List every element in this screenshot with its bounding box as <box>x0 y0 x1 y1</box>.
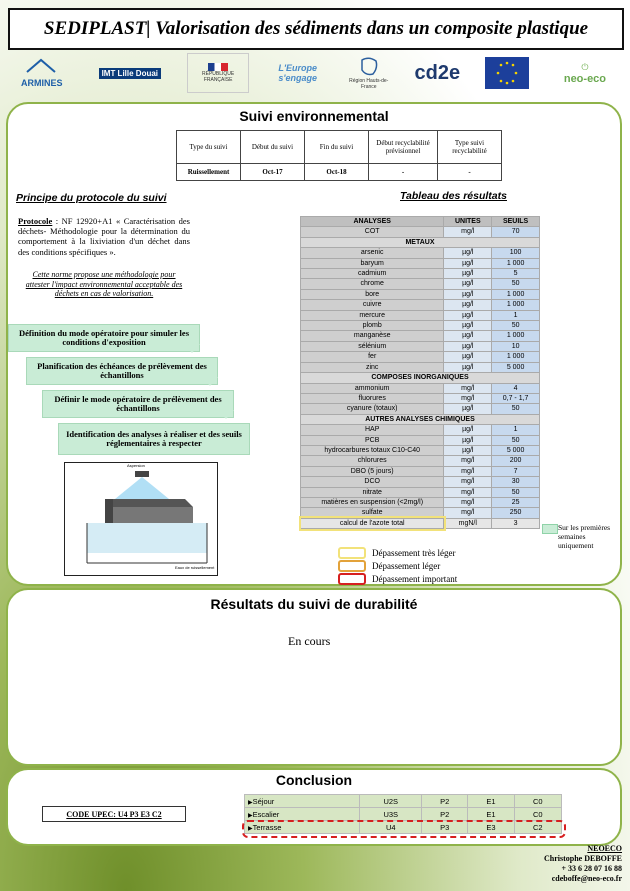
resultats-row <box>301 383 540 393</box>
terrasse-highlight <box>242 820 566 838</box>
analyse-name: fer <box>301 352 444 362</box>
protocole-text <box>18 216 190 257</box>
room-label: Terrasse <box>252 822 282 832</box>
resultats-row <box>301 279 540 289</box>
resultats-row <box>301 352 540 362</box>
analyse-unit: µg/l <box>444 258 492 268</box>
room-label: Escalier <box>252 809 280 819</box>
analyse-unit: µg/l <box>444 279 492 289</box>
upec-cell: C0 <box>514 808 561 821</box>
analyse-name: cuivre <box>301 300 444 310</box>
analyse-seuil: 5 000 <box>492 362 540 372</box>
analyse-name: arsenic <box>301 248 444 258</box>
legend-swatch <box>338 547 366 559</box>
poster-title: SEDIPLAST| Valorisation des sédiments dans un composite plastique <box>8 8 624 50</box>
resultats-table <box>300 216 540 529</box>
resultats-title: Tableau des résultats <box>400 190 507 202</box>
analyse-name: mercure <box>301 310 444 320</box>
play-arrow-icon: ▶ <box>248 799 253 806</box>
upec-cell: U3S <box>360 808 422 821</box>
suivi-cell: Oct-18 <box>305 164 369 181</box>
analyse-seuil: 1 000 <box>492 300 540 310</box>
legend-item <box>338 546 457 559</box>
resultats-row <box>301 289 540 299</box>
resultats-header-row <box>301 217 540 227</box>
protocole-label: Protocole <box>18 216 53 226</box>
analyse-seuil: 1 <box>492 425 540 435</box>
analyse-seuil: 50 <box>492 279 540 289</box>
analyse-seuil: 50 <box>492 487 540 497</box>
resultats-row <box>301 321 540 331</box>
durabilite-title: Résultats du suivi de durabilité <box>210 596 418 612</box>
step-3: Définir le mode opératoire de prélèvement des échantillons <box>42 390 234 418</box>
analyse-unit: mgN/l <box>444 518 492 528</box>
analyse-seuil: 1 <box>492 310 540 320</box>
analyse-name: cyanure (totaux) <box>301 404 444 414</box>
step-arrow-icon <box>184 344 200 353</box>
contact-name: Christophe DEBOFFE <box>543 854 622 863</box>
analyse-name: sulfate <box>301 508 444 518</box>
step-1: Définition du mode opératoire pour simuler les conditions d'exposition <box>8 324 200 352</box>
analyse-unit: µg/l <box>444 300 492 310</box>
analyse-name: ammonium <box>301 383 444 393</box>
analyse-unit: mg/l <box>444 466 492 476</box>
analyse-unit: µg/l <box>444 435 492 445</box>
analyse-seuil: 50 <box>492 404 540 414</box>
analyse-name: plomb <box>301 321 444 331</box>
step-2: Planification des échéances de prélèvement des échantillons <box>26 357 218 385</box>
analyse-unit: mg/l <box>444 508 492 518</box>
analyse-name: chrome <box>301 279 444 289</box>
cd2e-logo: cd2e <box>414 61 461 84</box>
upec-cell: U2S <box>360 795 422 808</box>
svg-text:ARMINES: ARMINES <box>21 78 63 88</box>
resultats-section-label: COMPOSES INORGANIQUES <box>301 373 540 383</box>
analyse-name: bore <box>301 289 444 299</box>
upec-cell: U4 <box>360 821 422 834</box>
analyse-name: DBO (5 jours) <box>301 466 444 476</box>
contact-org: NEOECO <box>587 844 622 853</box>
legend-swatch <box>338 560 366 572</box>
analyse-unit: mg/l <box>444 227 492 237</box>
analyse-seuil: 5 <box>492 269 540 279</box>
suivi-table <box>176 130 502 181</box>
diagram-label-bottom: Eaux de ruissellement <box>175 565 215 570</box>
analyse-name: baryum <box>301 258 444 268</box>
play-arrow-icon: ▶ <box>248 825 253 832</box>
analyse-seuil: 250 <box>492 508 540 518</box>
suivi-header: Début du suivi <box>241 131 305 164</box>
neo-eco-logo: ⏻ neo-eco <box>563 61 607 85</box>
resultats-row <box>301 269 540 279</box>
analyse-name: HAP <box>301 425 444 435</box>
resultats-row <box>301 497 540 507</box>
upec-cell: C0 <box>514 795 561 808</box>
analyse-name: PCB <box>301 435 444 445</box>
analyse-seuil: 100 <box>492 248 540 258</box>
upec-cell: E1 <box>468 808 514 821</box>
legend <box>338 546 457 585</box>
legend-swatch <box>338 573 366 585</box>
analyse-seuil: 3 <box>492 518 540 528</box>
upec-cell: P2 <box>422 795 468 808</box>
analyse-seuil: 1 000 <box>492 289 540 299</box>
contact-phone: + 33 6 28 07 16 88 <box>561 864 622 873</box>
imt-logo: IMT Lille Douai <box>99 54 169 92</box>
analyse-seuil: 1 000 <box>492 352 540 362</box>
europe-logo: L'Europe s'engage <box>278 63 318 83</box>
resultats-section-label: AUTRES ANALYSES CHIMIQUES <box>301 414 540 424</box>
upec-cell: P2 <box>422 808 468 821</box>
resultats-row <box>301 518 540 528</box>
analyse-unit: µg/l <box>444 425 492 435</box>
durabilite-status: En cours <box>288 634 331 648</box>
analyse-seuil: 50 <box>492 321 540 331</box>
conclusion-row <box>245 795 562 808</box>
suivi-header: Type suivi recyclabilité <box>438 131 502 164</box>
side-note: Sur les premières semaines uniquement <box>558 523 611 550</box>
resultats-row <box>301 466 540 476</box>
analyse-seuil: 200 <box>492 456 540 466</box>
resultats-row <box>301 393 540 403</box>
resultats-row <box>301 362 540 372</box>
suivi-header: Début recyclabilité prévisionnel <box>369 131 438 164</box>
protocole-note: Cette norme propose une méthodologie pour attester l'impact environnemental acceptable des déchets en cas de valorisation. <box>25 270 183 299</box>
protocole-description: : NF 12920+A1 « Caractérisation des déchets- Méthodologie pour la détermination du comportement à la lixiviation d'un déchet dans des conditions spécifiques ». <box>18 216 190 257</box>
analyse-name: manganèse <box>301 331 444 341</box>
analyse-name: COT <box>301 227 444 237</box>
resultats-section-row <box>301 237 540 247</box>
legend-label: Dépassement très léger <box>372 547 456 558</box>
resultats-row <box>301 477 540 487</box>
side-note-arrow-icon <box>542 524 558 534</box>
resultats-row <box>301 435 540 445</box>
conclusion-title: Conclusion <box>275 772 353 788</box>
upec-cell: C2 <box>514 821 561 834</box>
resultats-row <box>301 487 540 497</box>
resultats-row <box>301 404 540 414</box>
analyse-name: hydrocarbures totaux C10-C40 <box>301 445 444 455</box>
analyse-name: matières en suspension (<2mg/l) <box>301 497 444 507</box>
legend-label: Dépassement important <box>372 573 458 584</box>
analyse-unit: mg/l <box>444 383 492 393</box>
analyse-unit: µg/l <box>444 445 492 455</box>
resultats-row <box>301 310 540 320</box>
analyse-unit: µg/l <box>444 331 492 341</box>
analyse-unit: mg/l <box>444 477 492 487</box>
resultats-section-label: METAUX <box>301 237 540 247</box>
analyse-unit: µg/l <box>444 341 492 351</box>
suivi-header: Fin du suivi <box>305 131 369 164</box>
legend-item <box>338 572 457 585</box>
play-arrow-icon: ▶ <box>248 812 253 819</box>
analyse-seuil: 25 <box>492 497 540 507</box>
upec-cell: E1 <box>468 795 514 808</box>
resultats-section-row <box>301 373 540 383</box>
analyse-seuil: 30 <box>492 477 540 487</box>
contact-block <box>518 844 622 884</box>
step-4: Identification des analyses à réaliser et des seuils réglementaires à respecter <box>58 423 250 455</box>
resultats-row <box>301 300 540 310</box>
hauts-de-france-logo: Région Hauts-de-France <box>346 54 391 92</box>
suivi-title: Suivi environnemental <box>239 108 389 124</box>
analyse-seuil: 0,7 - 1,7 <box>492 393 540 403</box>
analyse-seuil: 50 <box>492 435 540 445</box>
principe-title: Principe du protocole du suivi <box>16 192 167 204</box>
resultats-row <box>301 456 540 466</box>
suivi-cell: - <box>369 164 438 181</box>
resultats-header: SEUILS <box>492 217 540 227</box>
resultats-row <box>301 341 540 351</box>
analyse-unit: mg/l <box>444 393 492 403</box>
legend-item <box>338 559 457 572</box>
analyse-name: chlorures <box>301 456 444 466</box>
analyse-unit: mg/l <box>444 487 492 497</box>
analyse-unit: µg/l <box>444 321 492 331</box>
resultats-row <box>301 331 540 341</box>
step-arrow-icon <box>218 410 234 419</box>
resultats-row <box>301 248 540 258</box>
diagram-label-top: Aspersion <box>127 463 145 468</box>
resultats-row <box>301 508 540 518</box>
analyse-name: calcul de l'azote total <box>301 518 444 528</box>
suivi-cell: - <box>438 164 502 181</box>
analyse-unit: mg/l <box>444 497 492 507</box>
analyse-unit: µg/l <box>444 269 492 279</box>
conclusion-panel <box>6 768 622 846</box>
suivi-cell: Oct-17 <box>241 164 305 181</box>
analyse-name: nitrate <box>301 487 444 497</box>
suivi-header: Type du suivi <box>177 131 241 164</box>
analyse-unit: µg/l <box>444 310 492 320</box>
resultats-section-row <box>301 414 540 424</box>
analyse-seuil: 70 <box>492 227 540 237</box>
analyse-seuil: 7 <box>492 466 540 476</box>
resultats-row <box>301 425 540 435</box>
upec-cell: P3 <box>422 821 468 834</box>
analyse-unit: µg/l <box>444 362 492 372</box>
analyse-unit: µg/l <box>444 404 492 414</box>
analyse-unit: mg/l <box>444 456 492 466</box>
analyse-seuil: 1 000 <box>492 331 540 341</box>
conclusion-row <box>245 808 562 821</box>
analyse-seuil: 10 <box>492 341 540 351</box>
ruissellement-diagram <box>64 462 218 576</box>
analyse-name: DCO <box>301 477 444 487</box>
resultats-header: ANALYSES <box>301 217 444 227</box>
logo-strip <box>20 52 620 94</box>
analyse-name: fluorures <box>301 393 444 403</box>
eu-flag-logo <box>483 54 531 92</box>
armines-logo <box>20 54 80 92</box>
suivi-panel <box>6 102 622 586</box>
analyse-name: cadmium <box>301 269 444 279</box>
suivi-cell: Ruissellement <box>177 164 241 181</box>
analyse-name: zinc <box>301 362 444 372</box>
upec-code: CODE UPEC: U4 P3 E3 C2 <box>42 806 186 822</box>
analyse-unit: µg/l <box>444 248 492 258</box>
analyse-name: sélénium <box>301 341 444 351</box>
resultats-row <box>301 445 540 455</box>
step-arrow-icon <box>202 377 218 386</box>
resultats-row <box>301 258 540 268</box>
analyse-unit: µg/l <box>444 352 492 362</box>
analyse-seuil: 4 <box>492 383 540 393</box>
analyse-seuil: 5 000 <box>492 445 540 455</box>
republique-logo: RÉPUBLIQUE FRANÇAISE <box>187 53 249 93</box>
analyse-unit: µg/l <box>444 289 492 299</box>
room-label: Séjour <box>252 796 275 806</box>
analyse-seuil: 1 000 <box>492 258 540 268</box>
resultats-row <box>301 227 540 237</box>
durabilite-panel <box>6 588 622 766</box>
contact-email: cdeboffe@neo-eco.fr <box>551 874 622 883</box>
resultats-header: UNITES <box>444 217 492 227</box>
upec-cell: E3 <box>468 821 514 834</box>
legend-label: Dépassement léger <box>372 560 441 571</box>
